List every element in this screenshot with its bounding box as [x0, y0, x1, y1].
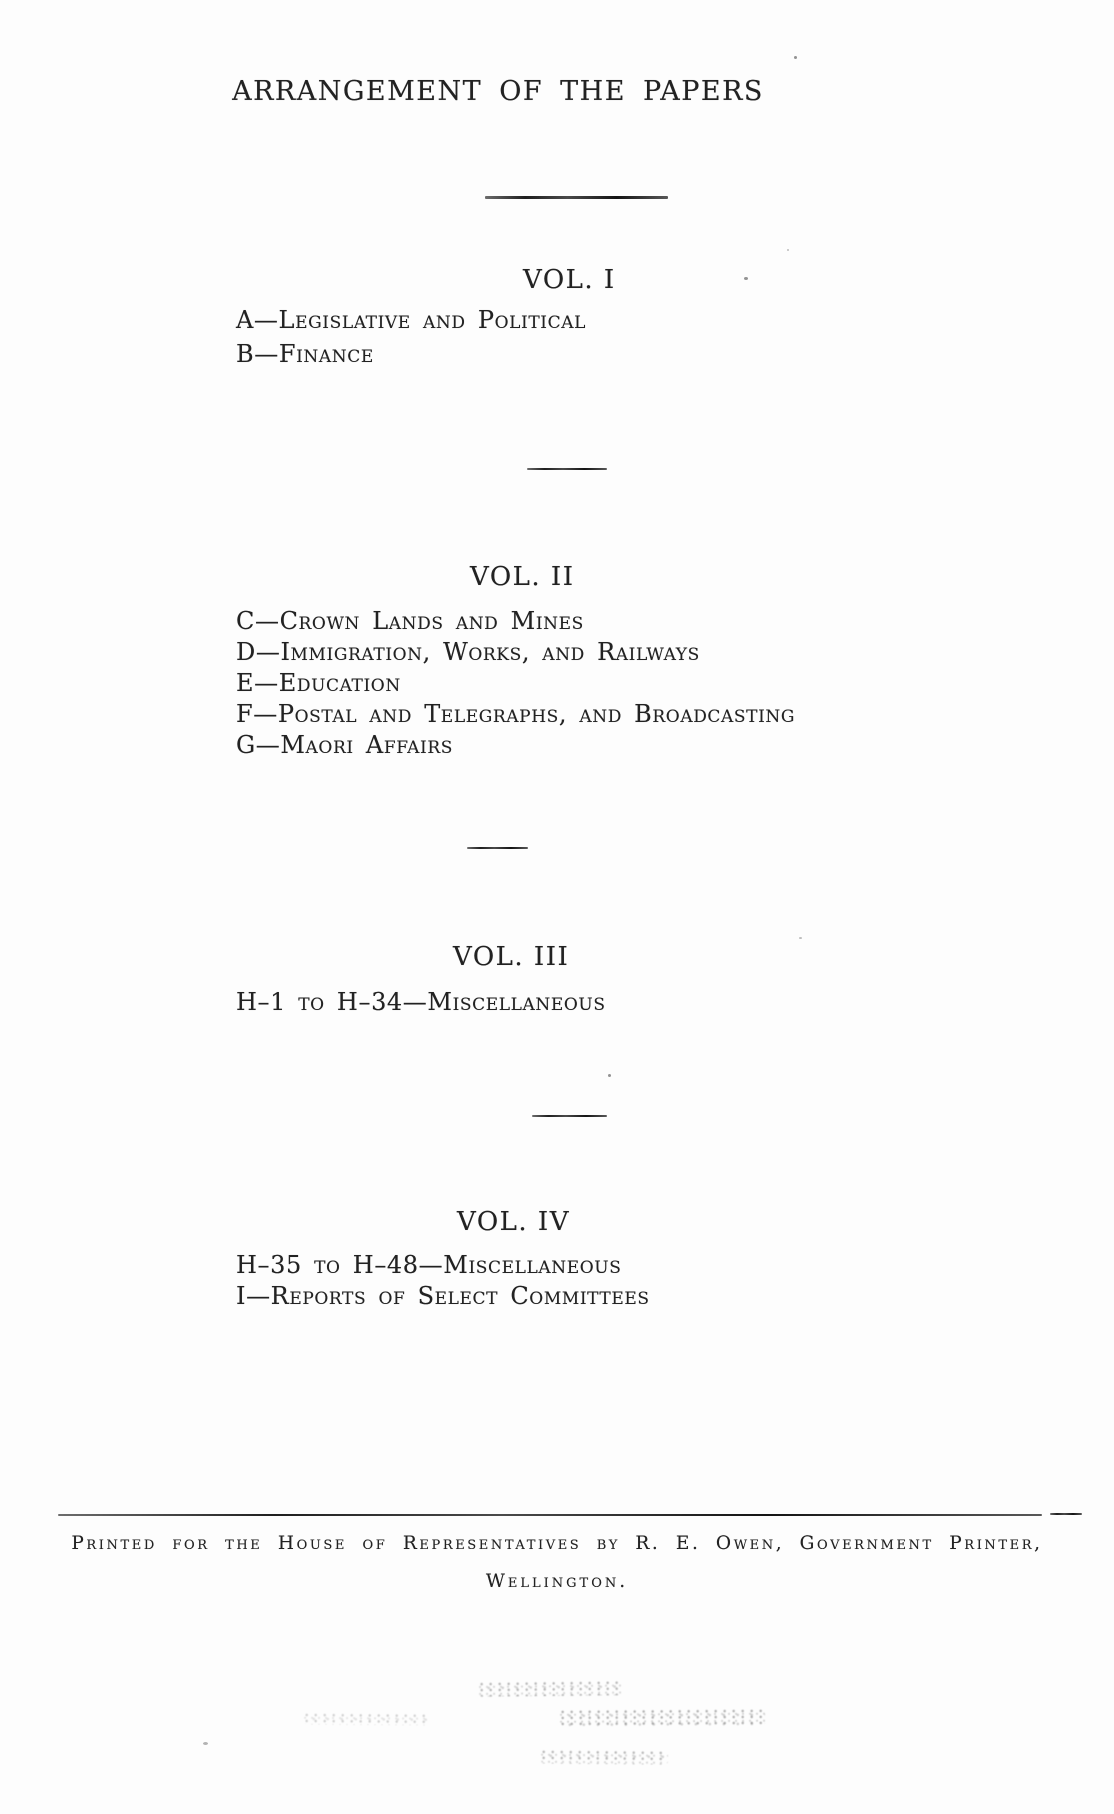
volume-2-heading: VOL. II	[470, 562, 575, 592]
volume-entry: G—Maori Affairs	[236, 731, 453, 759]
volume-entry: F—Postal and Telegraphs, and Broadcasting	[236, 700, 796, 728]
volume-2-entries	[236, 606, 795, 761]
volume-entry: E—Education	[236, 669, 401, 697]
dust-speck	[608, 1074, 611, 1077]
ink-smudge	[479, 1680, 622, 1696]
volume-entry: B—Finance	[236, 340, 374, 368]
dust-speck	[744, 277, 748, 280]
volume-1-entries	[236, 303, 586, 371]
dust-speck	[787, 249, 789, 251]
imprint-divider-rule	[58, 1514, 1042, 1516]
page-title: ARRANGEMENT OF THE PAPERS	[232, 76, 764, 107]
dust-speck	[794, 56, 797, 59]
volume-3-heading: VOL. III	[453, 942, 570, 972]
volume-entry: H–1 to H–34—Miscellaneous	[236, 988, 606, 1016]
ink-smudge	[304, 1713, 428, 1726]
title-divider-rule	[485, 196, 668, 199]
imprint-line-2: Wellington.	[485, 1571, 629, 1592]
volume-4-heading: VOL. IV	[457, 1207, 570, 1237]
volume-entry: A—Legislative and Political	[236, 306, 586, 334]
ink-smudge	[541, 1749, 668, 1764]
section-divider-rule	[467, 847, 528, 849]
volume-1-heading: VOL. I	[523, 265, 616, 295]
imprint-line-1: Printed for the House of Representatives by R. E. Owen, Government Printer,	[71, 1533, 1043, 1554]
volume-3-entries	[236, 986, 606, 1018]
volume-entry: I—Reports of Select Committees	[236, 1282, 650, 1310]
volume-entry: D—Immigration, Works, and Railways	[236, 638, 700, 666]
ink-smudge	[560, 1708, 765, 1726]
volume-entry: H–35 to H–48—Miscellaneous	[236, 1251, 622, 1279]
section-divider-rule	[527, 468, 607, 470]
dust-speck	[799, 937, 802, 939]
volume-4-entries	[236, 1250, 650, 1312]
imprint-divider-rule-end	[1050, 1513, 1082, 1515]
section-divider-rule	[532, 1115, 607, 1117]
dust-speck	[203, 1742, 208, 1745]
volume-entry: C—Crown Lands and Mines	[236, 607, 584, 635]
